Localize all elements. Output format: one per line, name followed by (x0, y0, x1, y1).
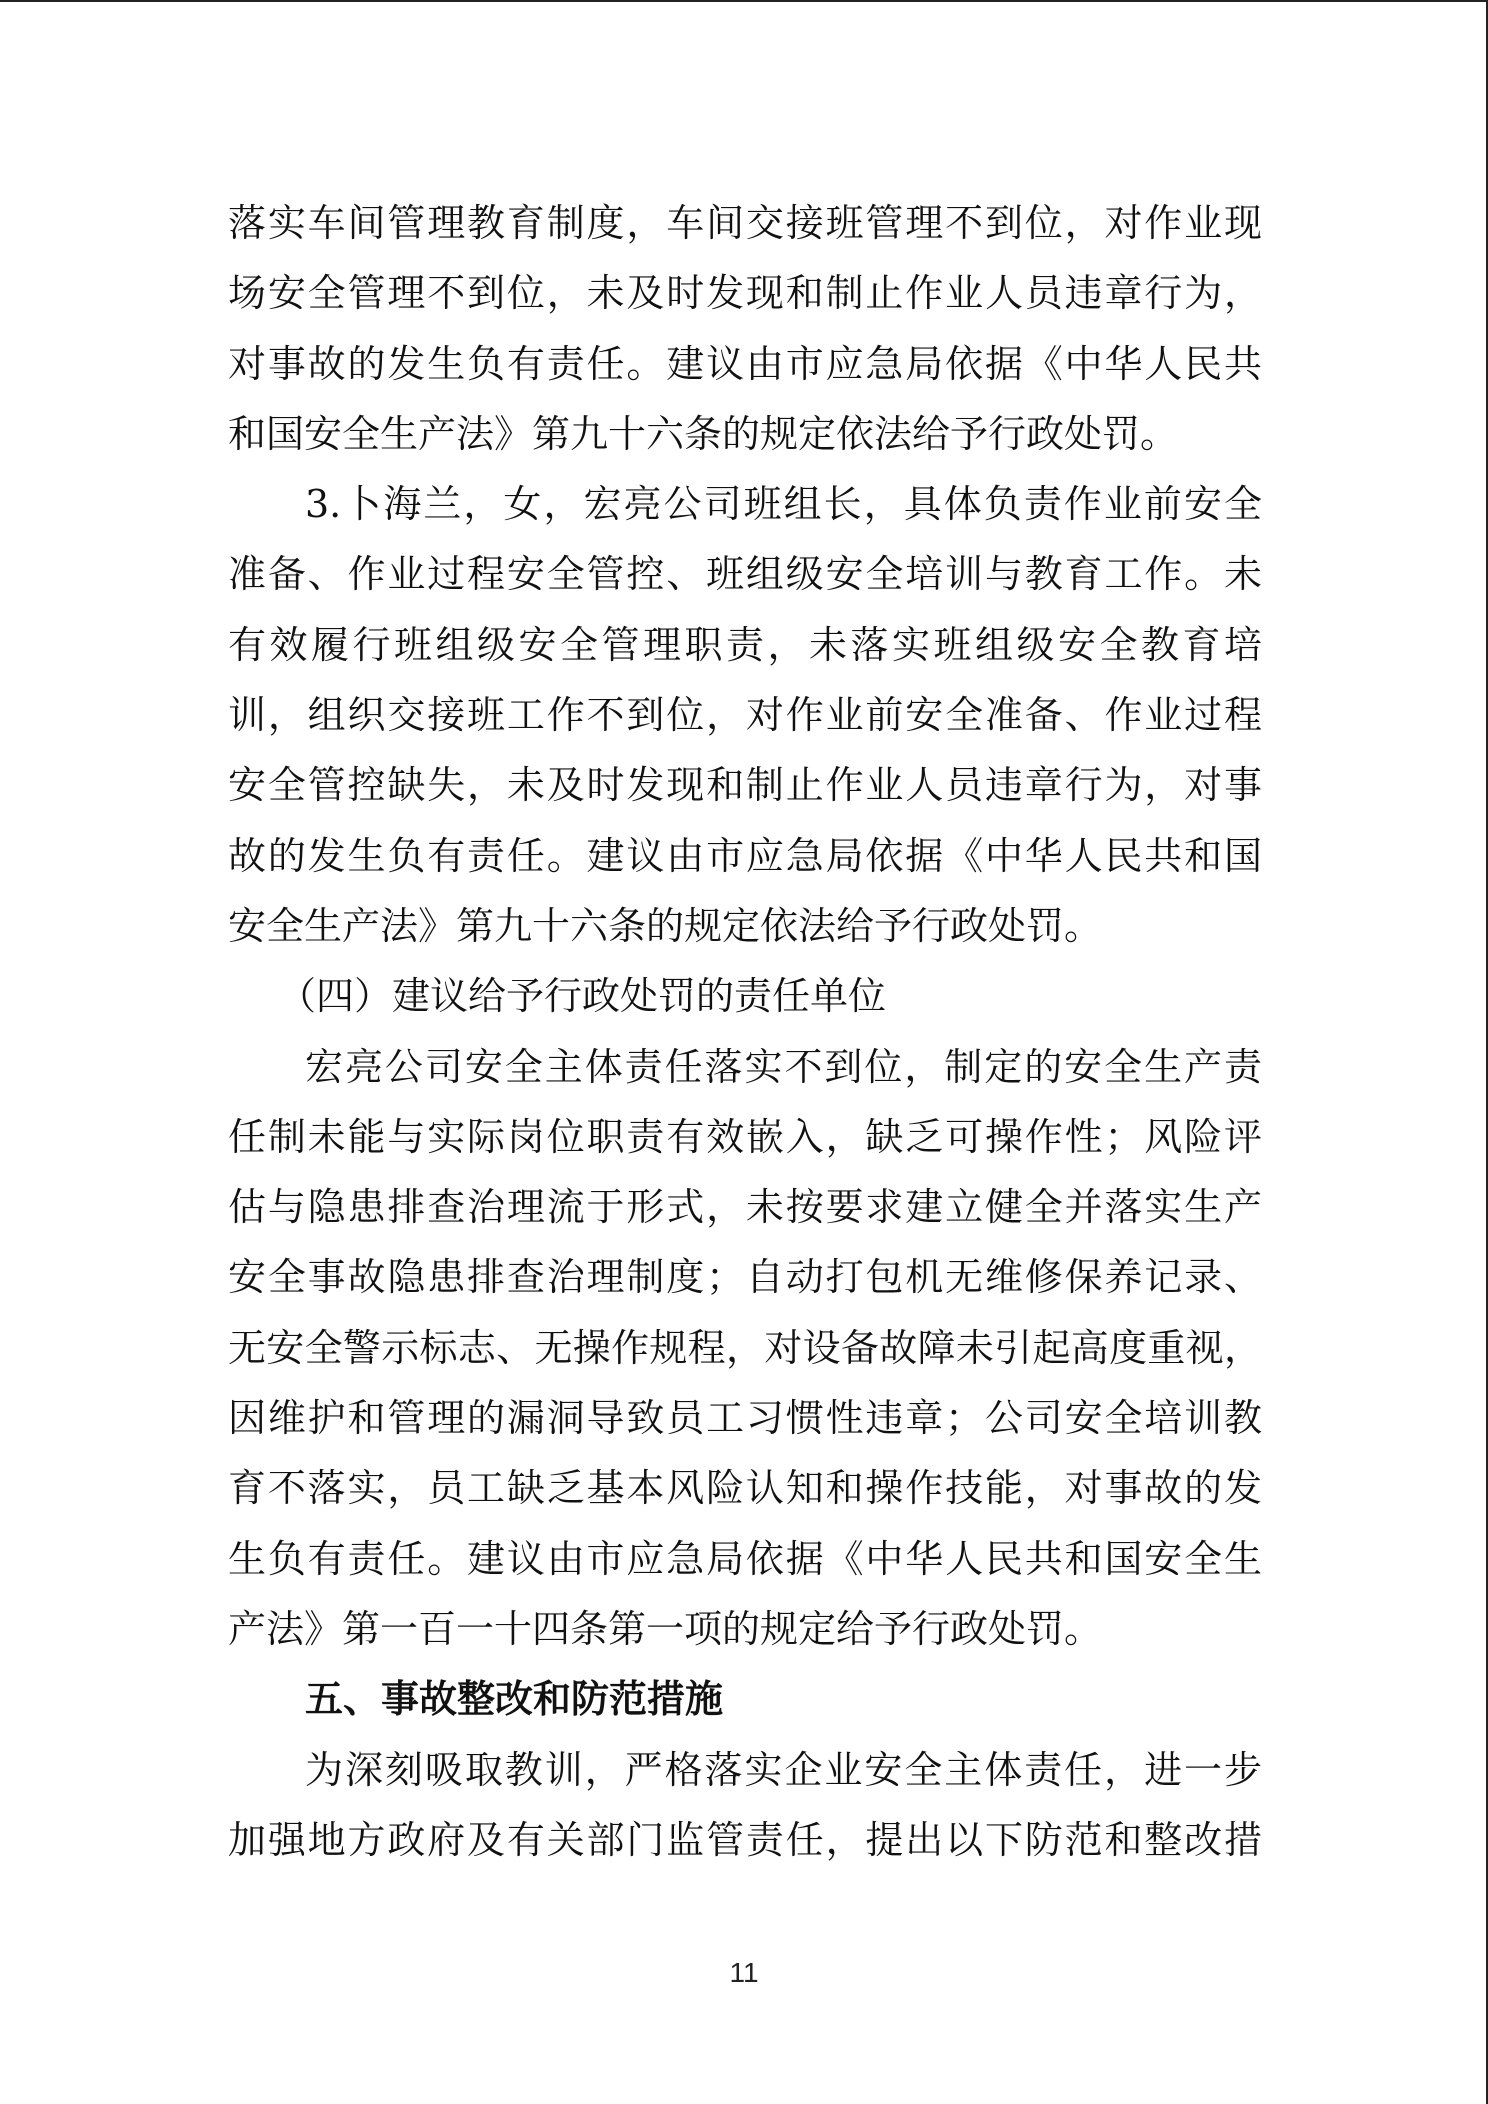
text-line: 3.卜海兰，女，宏亮公司班组长，具体负责作业前安全 (305, 482, 1262, 527)
page-number: 11 (729, 1957, 759, 1988)
text-line: 无安全警示标志、无操作规程，对设备故障未引起高度重视， (228, 1325, 1262, 1370)
text-line: 训，组织交接班工作不到位，对作业前安全准备、作业过程 (228, 693, 1262, 738)
text-line: 为深刻吸取教训，严格落实企业安全主体责任，进一步 (305, 1747, 1262, 1792)
chapter-heading: 五、事故整改和防范措施 (305, 1677, 724, 1722)
text-line: 估与隐患排查治理流于形式，未按要求建立健全并落实生产 (228, 1185, 1262, 1230)
text-line: 安全管控缺失，未及时发现和制止作业人员违章行为，对事 (228, 763, 1262, 808)
text-line: 场安全管理不到位，未及时发现和制止作业人员违章行为， (228, 271, 1262, 316)
text-line: 准备、作业过程安全管控、班组级安全培训与教育工作。未 (228, 552, 1262, 597)
text-line: 安全事故隐患排查治理制度；自动打包机无维修保养记录、 (228, 1255, 1262, 1300)
text-line: 因维护和管理的漏洞导致员工习惯性违章；公司安全培训教 (228, 1396, 1262, 1441)
text-line: 任制未能与实际岗位职责有效嵌入，缺乏可操作性；风险评 (228, 1114, 1262, 1159)
text-line: 落实车间管理教育制度，车间交接班管理不到位，对作业现 (228, 201, 1262, 245)
text-line: 安全生产法》第九十六条的规定依法给予行政处罚。 (228, 903, 1103, 948)
section-heading: （四）建议给予行政处罚的责任单位 (278, 974, 887, 1019)
text-line: 加强地方政府及有关部门监管责任，提出以下防范和整改措 (228, 1817, 1262, 1862)
text-line: 和国安全生产法》第九十六条的规定依法给予行政处罚。 (228, 411, 1179, 456)
text-line: 产法》第一百一十四条第一项的规定给予行政处罚。 (228, 1606, 1103, 1651)
text-line: 有效履行班组级安全管理职责，未落实班组级安全教育培 (228, 622, 1262, 667)
text-line: 育不落实，员工缺乏基本风险认知和操作技能，对事故的发 (228, 1466, 1262, 1511)
text-line: 宏亮公司安全主体责任落实不到位，制定的安全生产责 (305, 1044, 1262, 1089)
text-line: 生负有责任。建议由市应急局依据《中华人民共和国安全生 (228, 1536, 1262, 1581)
text-line: 对事故的发生负有责任。建议由市应急局依据《中华人民共 (228, 341, 1262, 386)
text-line: 故的发生负有责任。建议由市应急局依据《中华人民共和国 (228, 833, 1262, 878)
document-body (228, 188, 1262, 1875)
